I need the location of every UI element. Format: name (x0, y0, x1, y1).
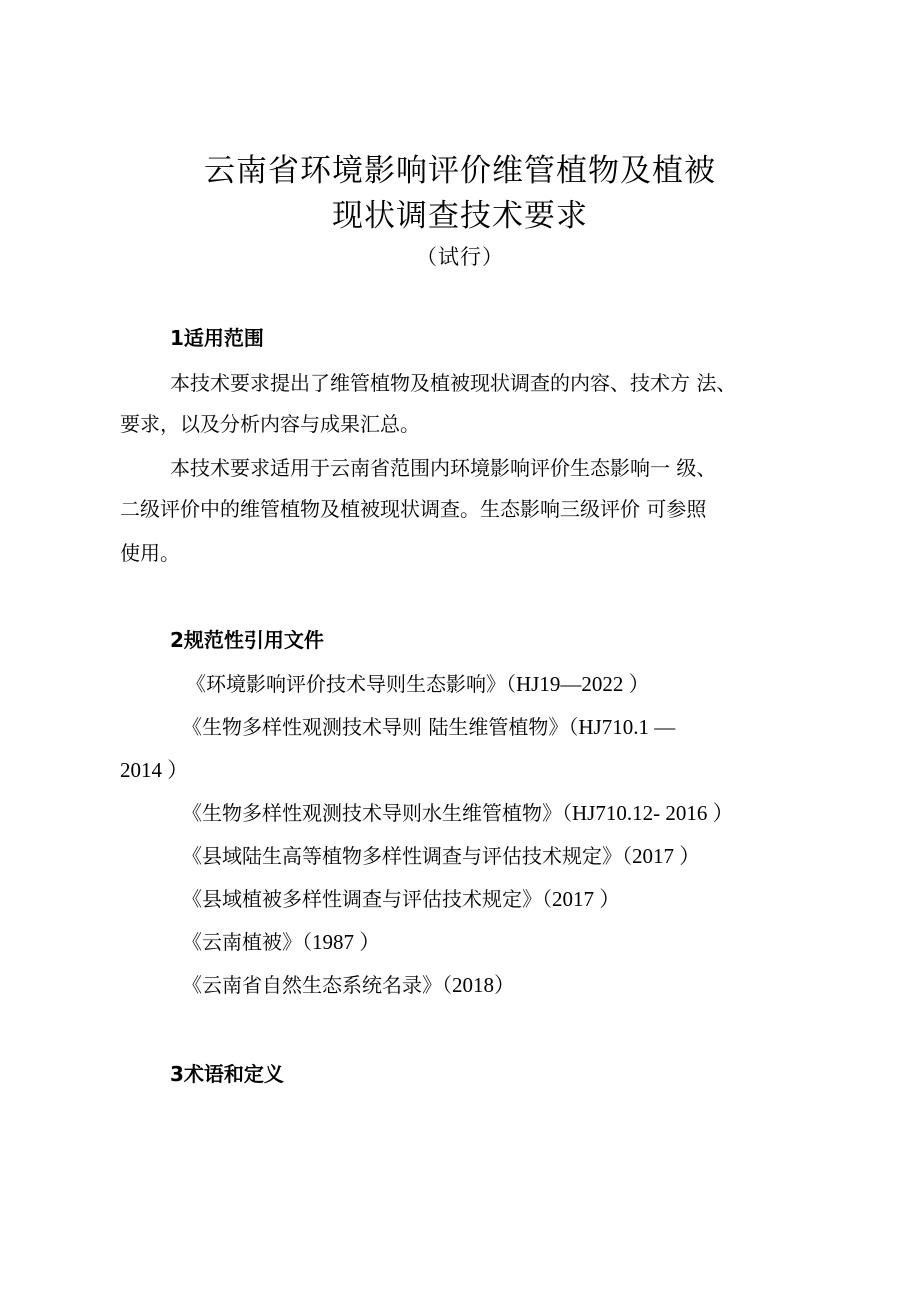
reference-title: 《生物多样性观测技术导则 陆生维管植物》（ (182, 715, 579, 739)
reference-code: 2017 ） (632, 844, 701, 868)
reference-code: 2018） (452, 973, 515, 997)
section-1-paragraph-1-line-1: 本技术要求提出了维管植物及植被现状调查的内容、技术方 法、 (170, 371, 737, 395)
reference-code: 1987 ） (312, 930, 381, 954)
reference-title: 《生物多样性观测技术导则水生维管植物》（ (182, 801, 572, 825)
reference-item (182, 883, 620, 913)
section-1-paragraph-2-line-1: 本技术要求适用于云南省范围内环境影响评价生态影响一 级、 (170, 456, 717, 480)
reference-item (186, 668, 650, 698)
section-2-heading: 2规范性引用文件 (170, 628, 324, 652)
reference-item (182, 969, 515, 999)
document-title-trial: （试行） (416, 245, 504, 269)
reference-code: HJ710.1 — (578, 715, 676, 739)
reference-code: HJ19—2022 ） (516, 672, 650, 696)
section-1-paragraph-1-line-2: 要求，以及分析内容与成果汇总。 (120, 412, 420, 436)
reference-continuation: 2014 ） (120, 758, 189, 782)
reference-title: 《县域植被多样性调查与评估技术规定》（ (182, 887, 552, 911)
reference-title: 《环境影响评价技术导则生态影响》（ (186, 672, 516, 696)
document-title-line1: 云南省环境影响评价维管植物及植被 (204, 153, 716, 189)
section-3-heading: 3术语和定义 (170, 1062, 284, 1086)
section-1-paragraph-2-line-3: 使用。 (120, 541, 180, 565)
reference-item (182, 926, 380, 956)
reference-title: 《云南省自然生态系统名录》（ (182, 973, 452, 997)
reference-title: 《云南植被》（ (182, 930, 312, 954)
section-1-paragraph-2-line-2: 二级评价中的维管植物及植被现状调查。生态影响三级评价 可参照 (120, 497, 707, 521)
reference-code: HJ710.12- 2016 ） (572, 801, 734, 825)
reference-item (182, 840, 700, 870)
reference-item (182, 797, 734, 827)
section-1-heading: 1适用范围 (170, 326, 264, 350)
document-title-line2: 现状调查技术要求 (332, 198, 588, 234)
reference-code: 2017 ） (552, 887, 621, 911)
reference-item (182, 711, 675, 740)
reference-title: 《县域陆生高等植物多样性调查与评估技术规定》（ (182, 844, 632, 868)
